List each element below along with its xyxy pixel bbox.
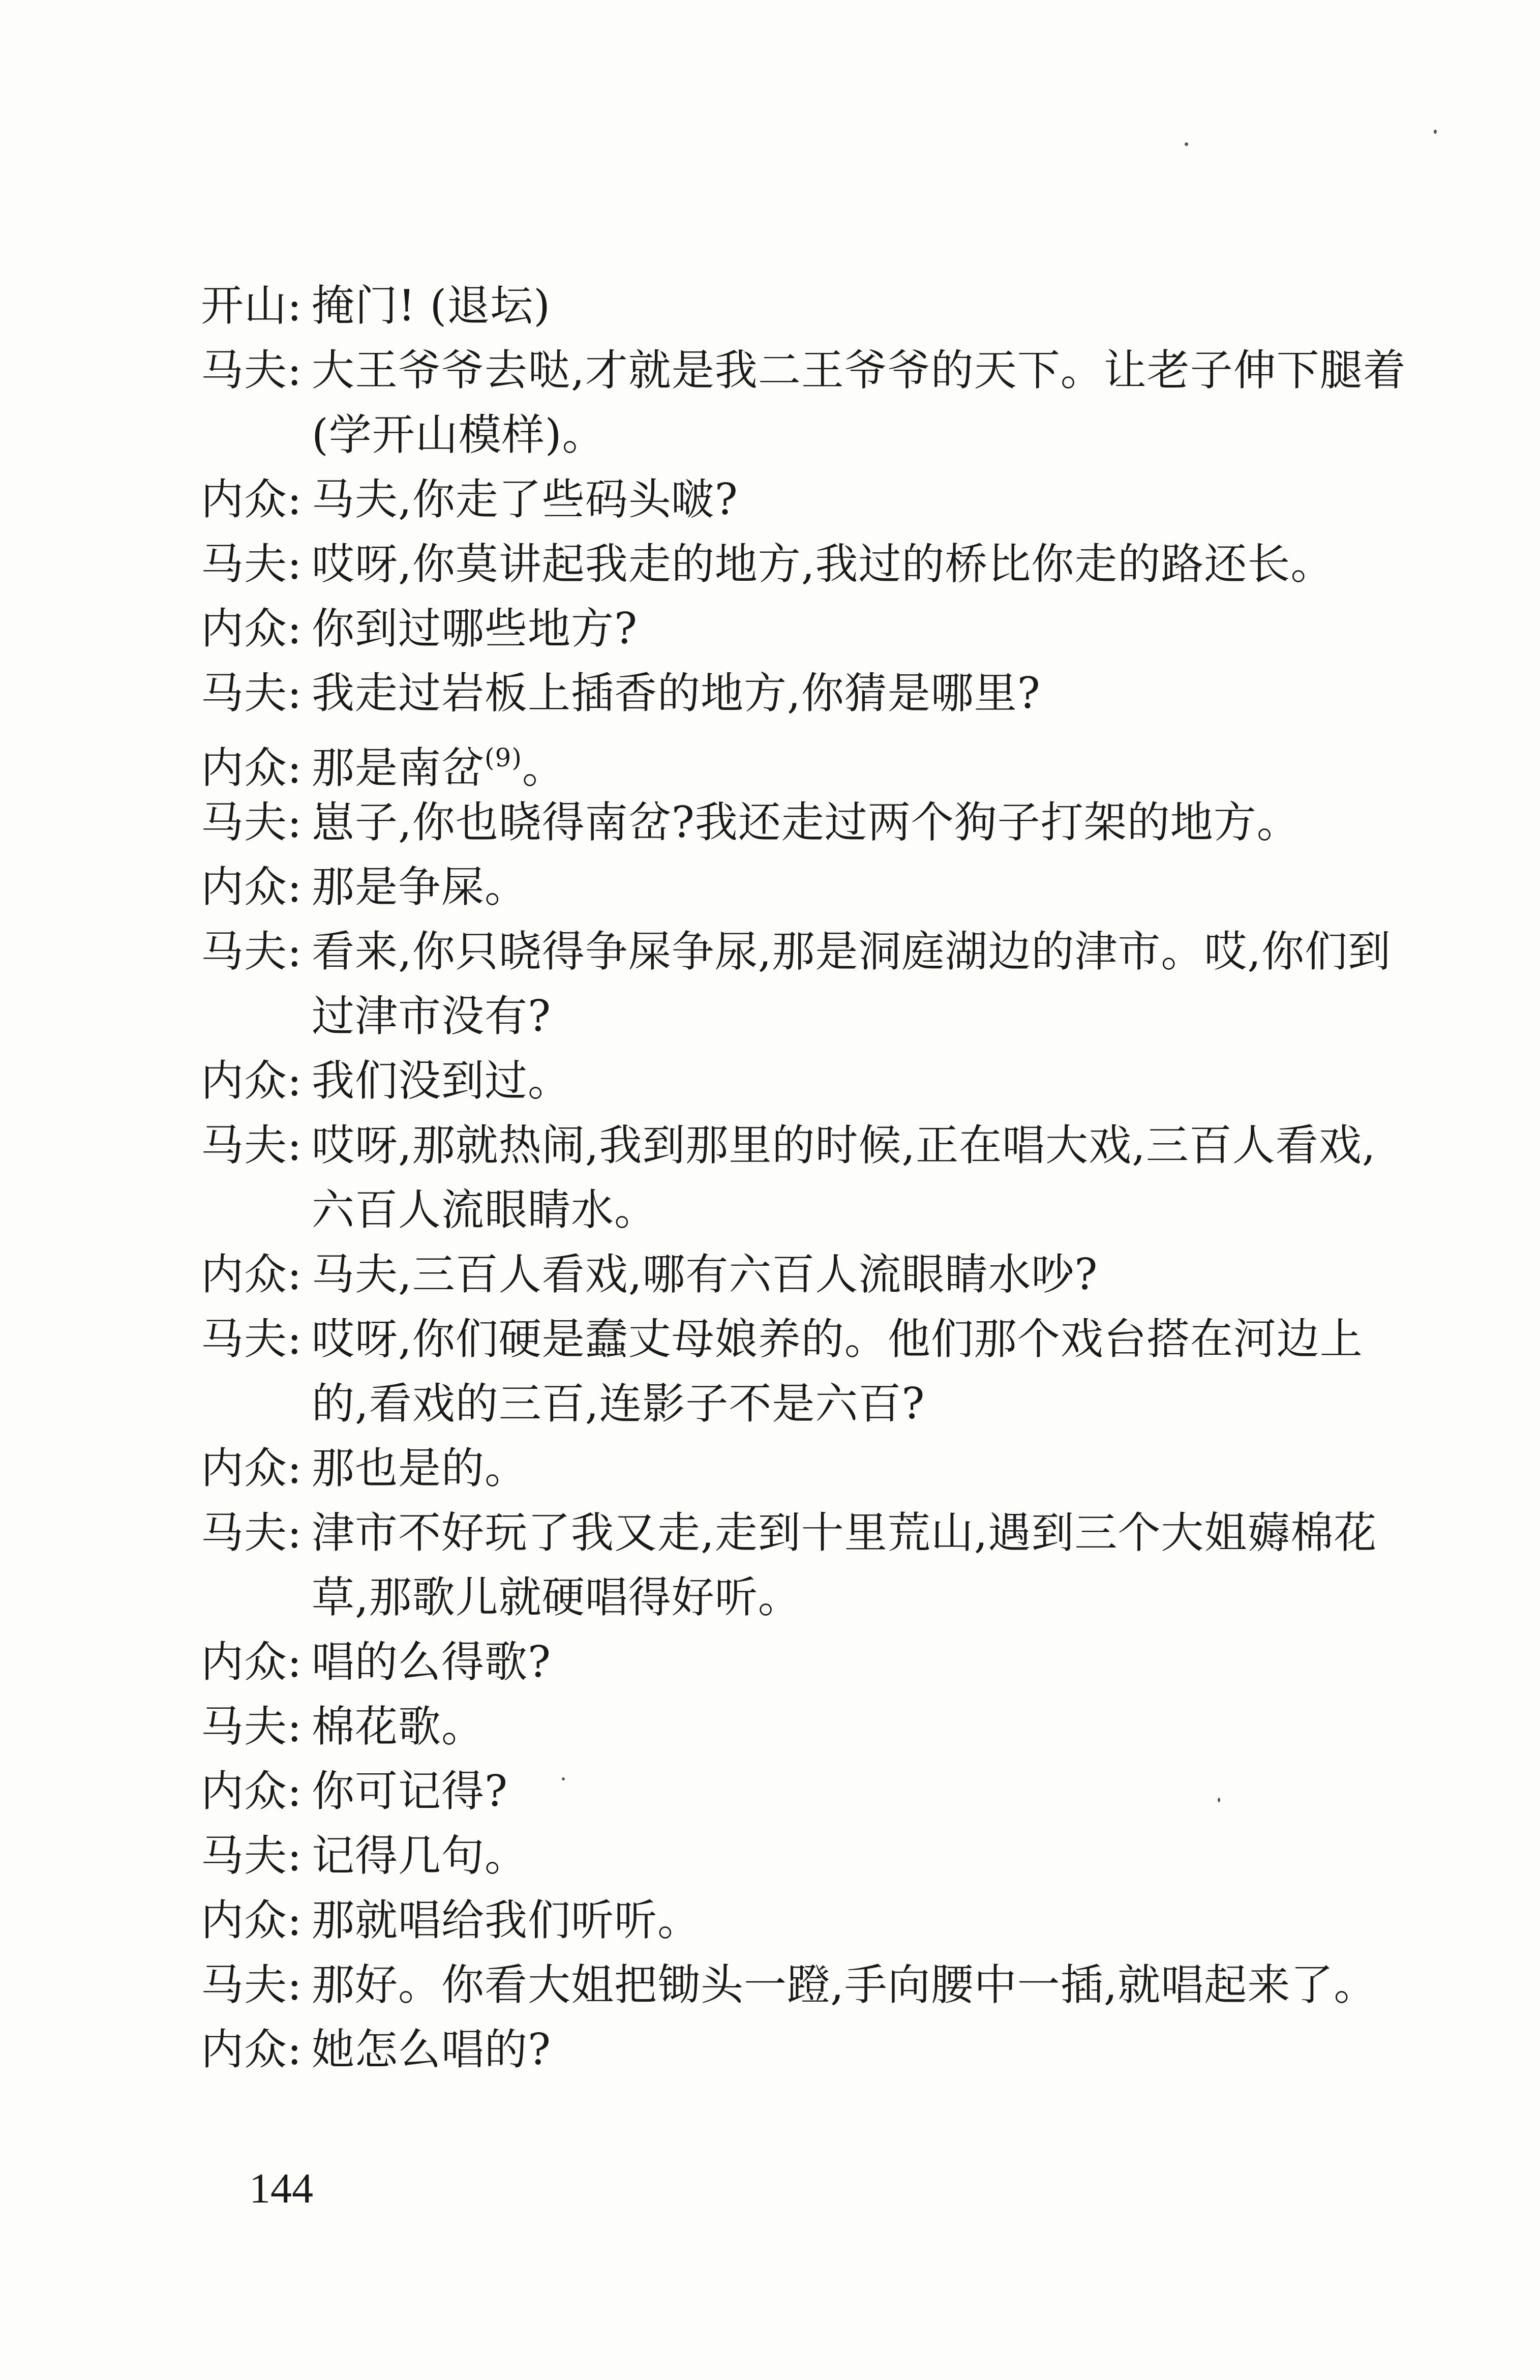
script-line-6	[201, 600, 1411, 665]
speaker-label: 马夫:	[201, 1314, 303, 1364]
speaker-label: 内众:	[201, 1443, 303, 1493]
speaker-label: 内众:	[201, 1766, 303, 1816]
speaker-label: 内众:	[201, 743, 303, 793]
scan-speck	[1185, 142, 1188, 146]
speaker-label: 马夫:	[201, 345, 303, 395]
line-text: 那是争屎。	[312, 862, 528, 912]
speaker-label: 内众:	[201, 2025, 303, 2074]
line-text: 唱的么得歌?	[312, 1637, 552, 1687]
line-text: 过津市没有?	[312, 991, 552, 1041]
script-line-23	[201, 1698, 1411, 1763]
line-text: 六百人流眼睛水。	[312, 1185, 658, 1235]
speaker-label: 马夫:	[201, 1702, 303, 1751]
line-text: 我走过岩板上插香的地方,你猜是哪里?	[312, 668, 1041, 718]
script-line-25	[201, 1827, 1411, 1892]
script-line-1	[201, 277, 1411, 342]
line-text: 马夫,你走了些码头啵?	[312, 474, 738, 524]
line-text: 看来,你只晓得争屎争尿,那是洞庭湖边的津市。哎,你们到	[312, 927, 1392, 976]
scan-speck	[1434, 130, 1437, 134]
line-text: 那就唱给我们听听。	[312, 1895, 701, 1945]
script-line-28	[201, 2021, 1411, 2086]
speaker-label: 马夫:	[201, 927, 303, 976]
script-line-21	[201, 1569, 1411, 1633]
line-text: 崽子,你也晓得南岔?我还走过两个狗子打架的地方。	[312, 797, 1300, 847]
scan-speck	[1218, 1798, 1220, 1802]
speaker-label: 马夫:	[201, 668, 303, 718]
scan-speck	[562, 1777, 565, 1780]
line-text: 你到过哪些地方?	[312, 604, 638, 653]
line-text: 草,那歌儿就硬唱得好听。	[312, 1572, 801, 1622]
script-line-13	[201, 1052, 1411, 1117]
line-text: 大王爷爷去哒,才就是我二王爷爷的天下。让老子伸下腿着	[312, 345, 1406, 395]
line-text: 哎呀,你们硬是蠢丈母娘养的。他们那个戏台搭在河边上	[312, 1314, 1363, 1364]
footnote-marker: (9)	[485, 743, 522, 772]
speaker-label: 马夫:	[201, 1120, 303, 1170]
script-line-9	[201, 794, 1411, 858]
script-line-3	[201, 406, 1411, 471]
script-line-15	[201, 1181, 1411, 1246]
script-line-10	[201, 858, 1411, 923]
script-line-4	[201, 471, 1411, 536]
script-line-20	[201, 1504, 1411, 1569]
speaker-label: 内众:	[201, 1637, 303, 1687]
line-text: 那是南岔	[312, 743, 485, 793]
script-line-22	[201, 1633, 1411, 1698]
script-line-19	[201, 1440, 1411, 1504]
line-text: 记得几句。	[312, 1831, 528, 1881]
line-text: 那也是的。	[312, 1443, 528, 1493]
script-line-24	[201, 1763, 1411, 1827]
line-text: 津市不好玩了我又走,走到十里荒山,遇到三个大姐薅棉花	[312, 1508, 1377, 1558]
line-text: 棉花歌。	[312, 1702, 485, 1751]
script-line-7	[201, 665, 1411, 729]
speaker-label: 内众:	[201, 474, 303, 524]
speaker-label: 马夫:	[201, 1960, 303, 2010]
speaker-label: 开山:	[201, 281, 303, 331]
line-text: 你可记得?	[312, 1766, 508, 1816]
script-line-2	[201, 342, 1411, 406]
script-line-5	[201, 536, 1411, 600]
script-line-14	[201, 1117, 1411, 1181]
script-line-11	[201, 923, 1411, 988]
line-text: 哎呀,你莫讲起我走的地方,我过的桥比你走的路还长。	[312, 539, 1334, 589]
speaker-label: 马夫:	[201, 1831, 303, 1881]
script-line-17	[201, 1311, 1411, 1375]
speaker-label: 内众:	[201, 1250, 303, 1299]
speaker-label: 内众:	[201, 604, 303, 653]
line-text: 掩门! (退坛)	[312, 281, 551, 331]
script-text	[201, 277, 1411, 2086]
line-text: 的,看戏的三百,连影子不是六百?	[312, 1379, 925, 1429]
line-text: 我们没到过。	[312, 1056, 571, 1106]
speaker-label: 内众:	[201, 1895, 303, 1945]
script-line-12	[201, 988, 1411, 1052]
line-text: 那好。你看大姐把锄头一蹬,手向腰中一插,就唱起来了。	[312, 1960, 1377, 2010]
page-number: 144	[249, 2165, 313, 2212]
script-line-26	[201, 1892, 1411, 1956]
line-text: 她怎么唱的?	[312, 2025, 552, 2074]
line-text: 哎呀,那就热闹,我到那里的时候,正在唱大戏,三百人看戏,	[312, 1120, 1376, 1170]
speaker-label: 马夫:	[201, 797, 303, 847]
line-text-end: 。	[522, 743, 565, 793]
speaker-label: 马夫:	[201, 1508, 303, 1558]
speaker-label: 内众:	[201, 1056, 303, 1106]
line-text: 马夫,三百人看戏,哪有六百人流眼睛水吵?	[312, 1250, 1098, 1299]
speaker-label: 马夫:	[201, 539, 303, 589]
script-line-18	[201, 1375, 1411, 1440]
line-text: (学开山模样)。	[312, 410, 606, 460]
speaker-label: 内众:	[201, 862, 303, 912]
script-line-8	[201, 729, 1411, 794]
script-line-27	[201, 1956, 1411, 2021]
script-line-16	[201, 1246, 1411, 1311]
